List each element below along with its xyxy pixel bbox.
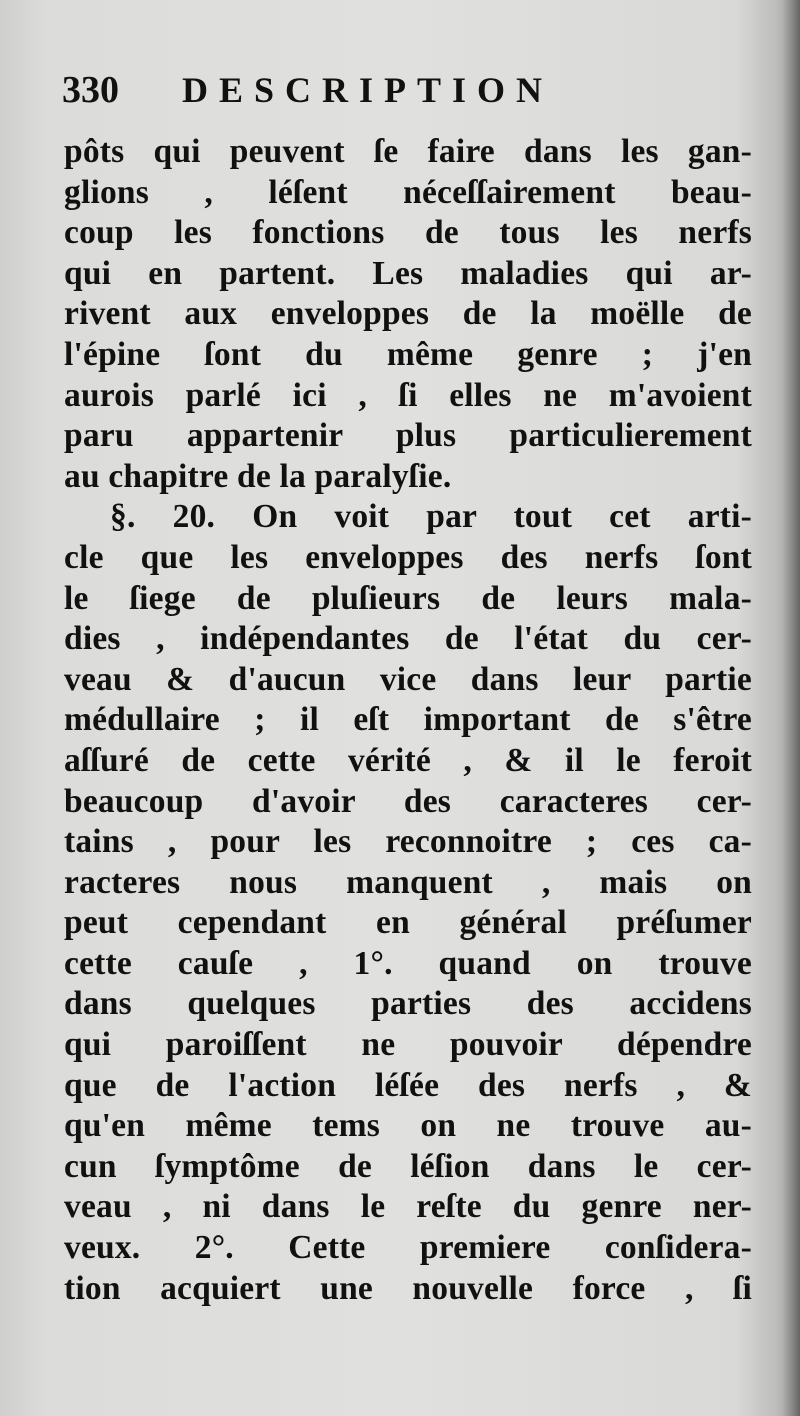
text-line: qui en partent. Les maladies qui ar- [64, 254, 752, 292]
text-line: que de l'action léſée des nerfs , & [64, 1066, 752, 1104]
text-line: rivent aux enveloppes de la moëlle de [64, 295, 752, 333]
text-line: l'épine ſont du même genre ; j'en [64, 335, 752, 373]
text-line: paru appartenir plus particulierement [64, 417, 752, 455]
text-line: médullaire ; il eſt important de s'être [64, 701, 752, 739]
text-line: peut cependant en général préſumer [64, 904, 752, 942]
text-line: beaucoup d'avoir des caracteres cer- [64, 782, 752, 820]
text-line: glions , léſent néceſſairement beau- [64, 173, 752, 211]
text-line: aſſuré de cette vérité , & il le feroit [64, 741, 752, 779]
text-line: aurois parlé ici , ſi elles ne m'avoient [64, 376, 752, 414]
text-line: tion acquiert une nouvelle force , ſi [64, 1269, 752, 1307]
text-line: le ſiege de pluſieurs de leurs mala- [64, 579, 752, 617]
text-line: cle que les enveloppes des nerfs ſont [64, 538, 752, 576]
text-line: cun ſymptôme de léſion dans le cer- [64, 1147, 752, 1185]
text-line: dies , indépendantes de l'état du cer- [64, 620, 752, 658]
text-line: qu'en même tems on ne trouve au- [64, 1107, 752, 1145]
paragraph-start-line: §. 20. On voit par tout cet arti- [110, 498, 752, 536]
text-line: racteres nous manquent , mais on [64, 863, 752, 901]
text-line: veau & d'aucun vice dans leur partie [64, 660, 752, 698]
text-line: veux. 2°. Cette premiere conſidera- [64, 1229, 752, 1267]
text-line: qui paroiſſent ne pouvoir dépendre [64, 1026, 752, 1064]
text-line: dans quelques parties des accidens [64, 985, 752, 1023]
text-line: cette cauſe , 1°. quand on trouve [64, 944, 752, 982]
page-edge-shadow [782, 0, 800, 1416]
text-line: coup les fonctions de tous les nerfs [64, 214, 752, 252]
text-line: tains , pour les reconnoitre ; ces ca- [64, 823, 752, 861]
text-line: veau , ni dans le reſte du genre ner- [64, 1188, 752, 1226]
page-number: 330 [62, 69, 119, 111]
running-head: DESCRIPTION [182, 70, 554, 110]
page-header [62, 66, 762, 114]
text-line: au chapitre de la paralyſie. [64, 457, 452, 495]
body-text [64, 132, 752, 1309]
text-line: pôts qui peuvent ſe faire dans les gan- [64, 133, 752, 170]
